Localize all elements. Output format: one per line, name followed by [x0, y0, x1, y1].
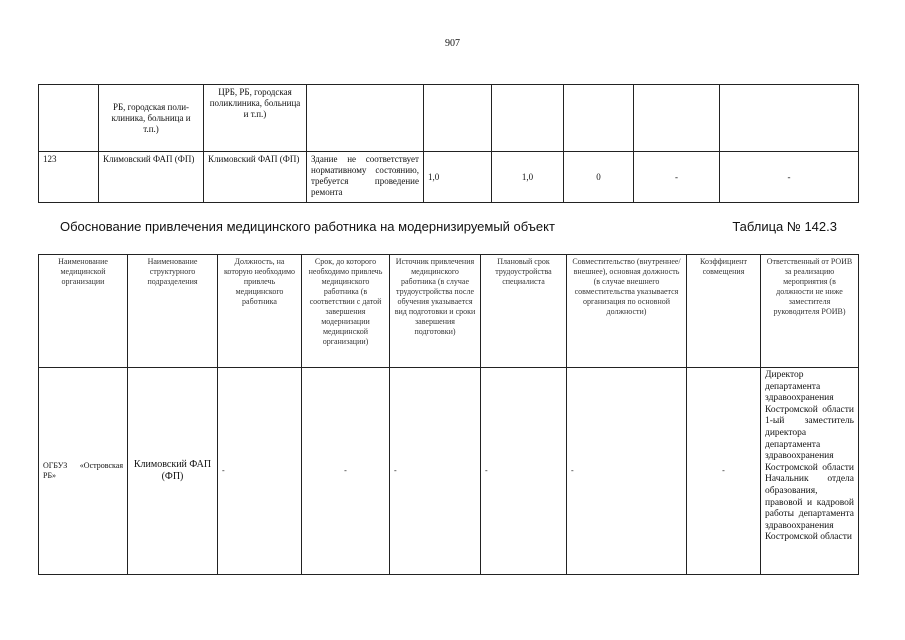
caption-table-number: Таблица № 142.3	[732, 219, 837, 234]
header-cell: Наименование медицинской организации	[39, 255, 128, 368]
cell-coefficient: -	[687, 368, 761, 575]
cell-org: Климовский ФАП (ФП)	[99, 152, 204, 203]
header-cell: Ответственный от РОИВ за реализацию мероприятия (в должности не ниже заместителя руководителя РОИВ)	[761, 255, 859, 368]
cell-value-3: 0	[564, 152, 634, 203]
cell-number: 123	[39, 152, 99, 203]
header-cell: Коэффициент совмещения	[687, 255, 761, 368]
cell-planned: -	[481, 368, 567, 575]
cell-value-5: -	[720, 152, 859, 203]
header-cell: Должность, на которую необходимо привлечь медицинского работника	[218, 255, 302, 368]
header-cell: Срок, до которого необходимо привлечь медицинского работника (в соответствии с датой завершения модернизации медицинской организации)	[302, 255, 390, 368]
table-row	[39, 368, 859, 575]
main-table	[38, 254, 859, 575]
table-row	[39, 85, 859, 152]
cell-source: -	[390, 368, 481, 575]
cell-org-continued: РБ, городская поли-клиника, больница и т.п.)	[99, 85, 204, 152]
header-cell: Совместительство (внутреннее/внешнее), основная должность (в случае внешнего совместительства указывается организация по основной должности)	[567, 255, 687, 368]
cell-dept-continued: ЦРБ, РБ, городская поликлиника, больница и т.п.)	[204, 85, 307, 152]
cell-value-4: -	[634, 152, 720, 203]
header-row	[39, 255, 859, 368]
header-cell: Наименование структурного подразделения	[128, 255, 218, 368]
cell-dept: Климовский ФАП (ФП)	[204, 152, 307, 203]
cell-dept: Климовский ФАП (ФП)	[128, 368, 218, 575]
cell-reason: Здание не соответствует нормативному состоянию, требуется проведение ремонта	[307, 152, 424, 203]
header-cell: Источник привлечения медицинского работника (в случае трудоустройства после обучения указывается вид подготовки и сроки завершения подготовки)	[390, 255, 481, 368]
table-row	[39, 152, 859, 203]
cell-responsible: Директор департамента здравоохранения Костромской области 1-ый заместитель директора департамента здравоохранения Костромской области Начальник отдела образования, правовой и кадровой работы департамента здравоохранения Костромской области	[761, 368, 859, 575]
cell-value-1: 1,0	[424, 152, 492, 203]
cell-combination: -	[567, 368, 687, 575]
caption-title: Обоснование привлечения медицинского работника на модернизируемый объект	[60, 219, 555, 234]
top-table	[38, 84, 859, 203]
cell-deadline: -	[302, 368, 390, 575]
table-caption	[60, 219, 837, 234]
header-cell: Плановый срок трудоустройства специалиста	[481, 255, 567, 368]
cell-value-2: 1,0	[492, 152, 564, 203]
page-number: 907	[445, 38, 460, 49]
cell-org: ОГБУЗ «Островская РБ»	[39, 368, 128, 575]
cell-position: -	[218, 368, 302, 575]
